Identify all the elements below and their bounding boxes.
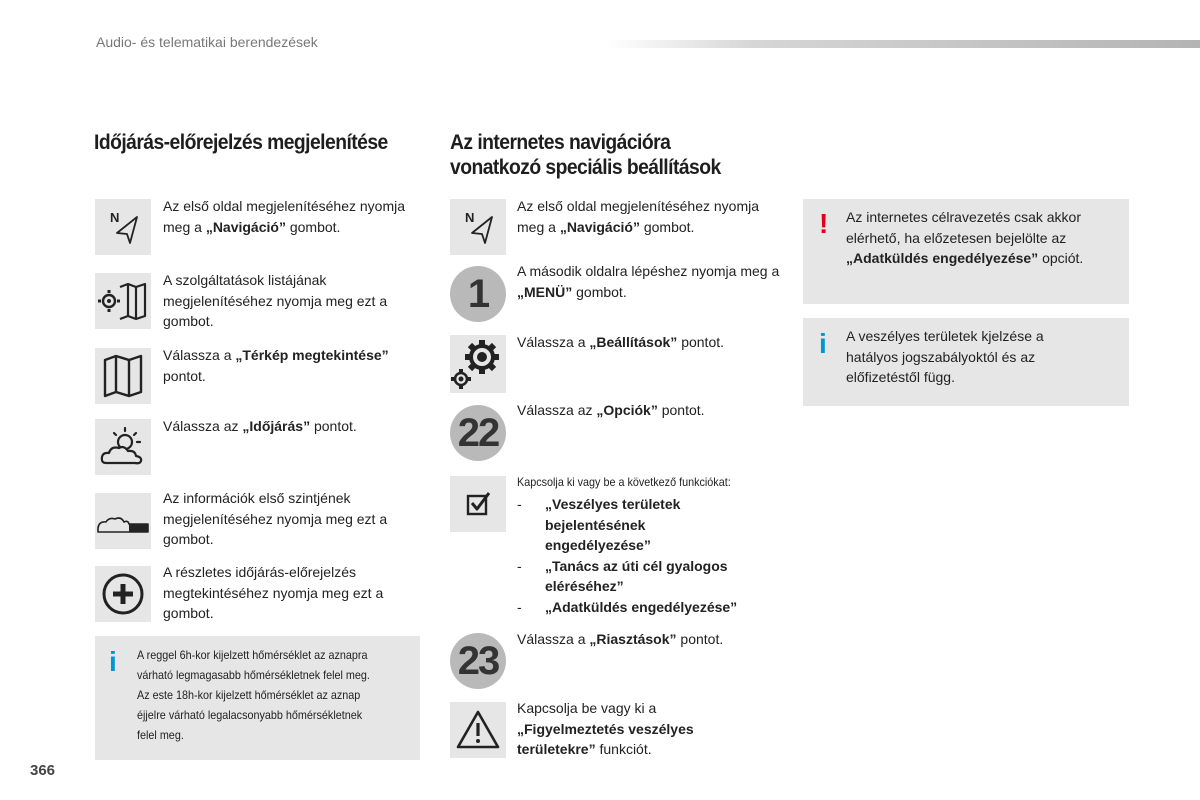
step-number-23: 23: [450, 633, 506, 689]
map-icon: [95, 348, 151, 404]
step-number-1: 1: [450, 266, 506, 322]
left-step-5-text: Az információk első szintjének megjelenítéséhez nyomja meg ezt a gombot.: [163, 490, 388, 547]
step-number-22: 22: [450, 405, 506, 461]
plus-icon: [95, 566, 151, 622]
warning-triangle-icon: [450, 702, 506, 758]
middle-step-23-text: Válassza a „Riasztások” pontot.: [517, 631, 724, 647]
data-sending-warning-box: [803, 199, 1129, 304]
middle-step-settings-text: Válassza a „Beállítások” pontot.: [517, 334, 725, 350]
middle-step-22-text: Válassza az „Opciók” pontot.: [517, 402, 705, 418]
info-icon: i: [109, 646, 117, 677]
weather-note-line-3: Az este 18h-kor kijelzett hőmérséklet az aznap: [137, 688, 361, 702]
list-item: - „Adatküldés engedélyezése”: [517, 598, 738, 615]
data-sending-warning-text: Az internetes célravezetés csak akkor elérhető, ha előzetesen bejelölte az „Adatküldés engedélyezése” opciót.: [846, 209, 1084, 266]
settings-gears-icon: [450, 335, 506, 393]
middle-step-check-intro: Kapcsolja ki vagy be a következő funkciókat:: [517, 475, 731, 489]
first-level-info-icon: [95, 493, 151, 549]
middle-step-1-text: A második oldalra lépéshez nyomja meg a „MENÜ” gombot.: [517, 263, 780, 300]
page-number: 366: [30, 762, 56, 779]
exclamation-icon: !: [819, 208, 829, 239]
weather-note-line-5: felel meg.: [137, 728, 184, 742]
left-step-6-text: A részletes időjárás-előrejelzés megtekintéséhez nyomja meg ezt a gombot.: [163, 564, 384, 621]
info-icon: i: [819, 328, 827, 359]
options-bullet-list: [517, 494, 787, 617]
left-step-1-text: Az első oldal megjelenítéséhez nyomja meg a „Navigáció” gombot.: [163, 198, 406, 235]
weather-note-box: [95, 636, 420, 760]
left-step-2-text: A szolgáltatások listájának megjelenítéséhez nyomja meg ezt a gombot.: [163, 272, 388, 329]
weather-section-title: Időjárás-előrejelzés megjelenítése: [94, 131, 388, 154]
weather-note-line-2: várható legmagasabb hőmérsékletnek felel meg.: [137, 668, 370, 682]
header-title: Audio- és telematikai berendezések: [96, 34, 318, 50]
internet-nav-title-line-2: vonatkozó speciális beállítások: [450, 156, 721, 179]
weather-icon: [95, 419, 151, 475]
internet-nav-title-line-1: Az internetes navigációra: [450, 131, 671, 154]
services-map-icon: [95, 273, 151, 329]
danger-zones-info-box: [803, 318, 1129, 406]
navigation-icon: [95, 199, 151, 255]
navigation-icon: [450, 199, 506, 255]
left-step-4-text: Válassza az „Időjárás” pontot.: [163, 418, 357, 434]
header-bar: [607, 40, 1200, 48]
checkbox-icon: [450, 476, 506, 532]
list-item: - „Tanács az úti cél gyalogos eléréséhez”: [517, 557, 728, 594]
danger-zones-info-text: A veszélyes területek kjelzése a hatályos jogszabályoktól és az előfizetéstől függ.: [846, 328, 1044, 385]
svg-text:N: N: [110, 210, 120, 225]
weather-note-line-4: éjjelre várható legalacsonyabb hőmérsékletnek: [137, 708, 363, 722]
weather-note-line-1: A reggel 6h-kor kijelzett hőmérséklet az aznapra: [137, 648, 368, 662]
left-step-3-text: Válassza a „Térkép megtekintése” pontot.: [163, 347, 389, 384]
svg-text:N: N: [465, 210, 475, 225]
middle-step-warning-text: Kapcsolja be vagy ki a „Figyelmeztetés veszélyes területekre” funkciót.: [517, 700, 694, 757]
middle-step-nav-text: Az első oldal megjelenítéséhez nyomja meg a „Navigáció” gombot.: [517, 198, 760, 235]
list-item: - „Veszélyes területek bejelentésének engedélyezése”: [517, 496, 681, 553]
